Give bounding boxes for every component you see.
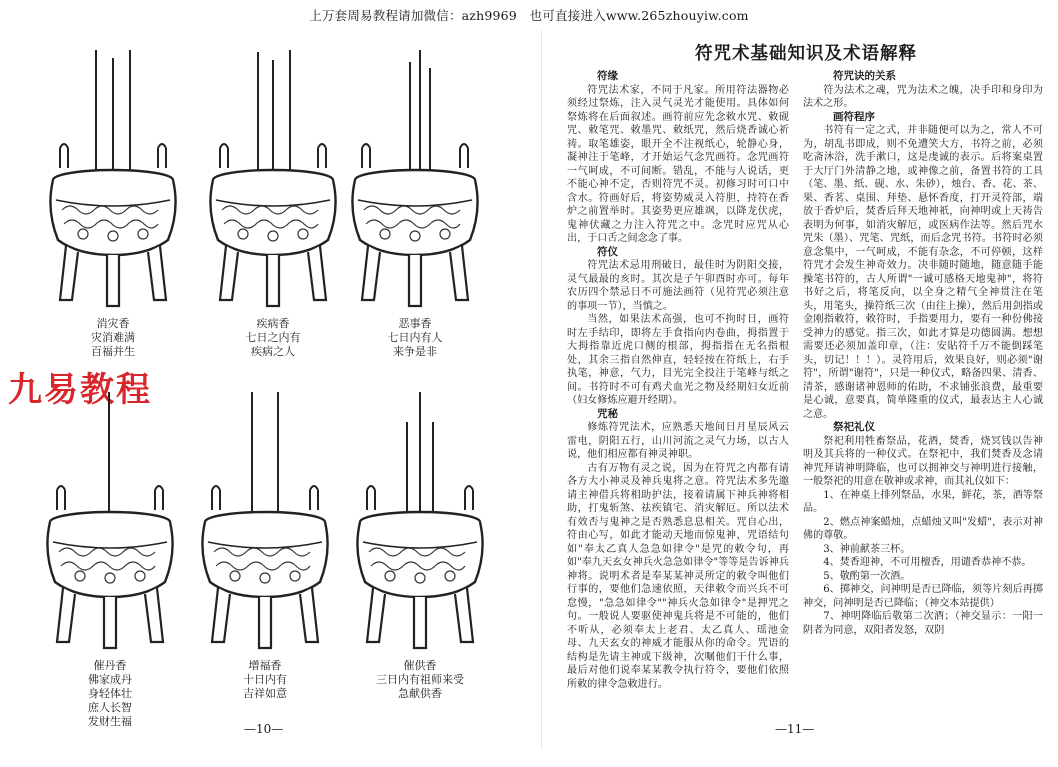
incense-cell-5 — [190, 392, 340, 701]
incense-cell-4 — [35, 392, 185, 729]
section-heading: 画符程序 — [833, 110, 875, 123]
section-heading: 祭祀礼仪 — [833, 421, 875, 433]
paragraph: 符咒法术忌用刑破日，最佳时为阴阳交接，灵气最最的亥时。其次是子午卯酉时亦可。每年农历四个禁忌日不可施法画符（见符咒必须注意的事项一节），当慎之。 — [567, 260, 789, 312]
incense-urn-icon — [340, 50, 490, 315]
section-heading: 符咒诀的关系 — [833, 70, 896, 82]
paragraph: 当然，如果法术高强，也可不拘时日，画符时左手结印，即将左手食指向内卷曲，拇指置于大拇指靠近虎口侧的根部，拇指指在无名指根处，其余三指自然伸直，轻轻按在符纸上，右手执笔，神意，气力，目光完全投注于笔峰与纸之间。书符时不可有鸡犬血光之物及经期妇女近前（妇女修炼应避开经期）。 — [567, 314, 789, 406]
incense-caption: 恶事香 七日内有人 来争是非 — [387, 317, 443, 358]
incense-caption: 增福香 十日内有 吉祥如意 — [243, 659, 287, 700]
section-heading: 咒秘 — [597, 407, 618, 420]
incense-urn-icon — [35, 392, 185, 657]
section-heading: 符缘 — [597, 70, 618, 82]
page-number-left: —10— — [244, 722, 284, 736]
incense-urn-icon — [38, 50, 188, 315]
incense-caption: 催丹香 佛家成丹 身轻体壮 庶人长智 发财生福 — [88, 659, 132, 728]
incense-cell-1 — [38, 50, 188, 359]
list-item: 6、掷神交，问神明是否已降临，须等片刻后再掷神交，问神明是否已降临；（神交本站提供） — [803, 584, 1043, 609]
incense-cell-3 — [340, 50, 490, 359]
incense-urn-icon — [345, 392, 495, 657]
top-banner: 上万套周易教程请加微信：azh9969 也可直接进入www.265zhouyiw.com — [309, 8, 749, 23]
list-item: 2、燃点神案蜡烛，点蜡烛又叫"发蜡"，表示对神佛的尊敬。 — [803, 516, 1043, 541]
text-column-right — [803, 70, 1043, 637]
incense-urn-icon — [190, 392, 340, 657]
text-column-left — [567, 70, 789, 691]
paragraph: 符为法术之魂，咒为法术之魄，决手印和身印为法术之形。 — [803, 84, 1043, 109]
page-title: 符咒术基础知识及术语解释 — [695, 44, 917, 64]
incense-caption: 催供香 三日内有祖师来受 急献供香 — [376, 659, 464, 700]
watermark-logo: 九易教程 — [8, 370, 152, 410]
page-gutter — [541, 30, 542, 750]
incense-caption: 疾病香 七日之内有 疾病之人 — [245, 317, 301, 358]
right-page — [545, 0, 1058, 767]
incense-cell-6 — [345, 392, 495, 701]
paragraph: 书符有一定之式，并非随便可以为之，常人不可为，胡乱书即成，则不免遭笑大方，书符之前，必须吃斋沐浴，洗手漱口，这是虔诚的表示。后将案桌置于大厅门外清静之地，或神像之前，备置书符的工具（笔、墨、纸、砚、水、朱砂），烛台、香、花、茶、果、香茗、桌围、拜垫、悬怀香度，打开灵符部，端放于香炉后，焚香后拜天地神祇，向神明或上天祷告表明为何事，如消灾解厄，或医病作法等。然后咒水咒朱（墨）、咒笔、咒纸，而后念咒书符。书符时必须意念集中，一气呵成，不能有杂念，不可停顿，这样符咒才会发生神奇效力。决非随时随地，随意随手能操笔书符的，古人所谓"一诚可感格天地鬼神"，将符书好之后，将笔反向，以全身之精气全神贯注在笔头，用笔头，操符纸三次（由往上操），然后用剑指或金刚指敕符，敕符时，手指要用力，要有一种份佛接受神力的感觉。指三次，如此才算是功德圆满。想想需要还必须加盖印章，（注：安貼符千万不能倒踩笔头，切记！！！）。灵符用后，效果良好，则必须"谢符"，所谓"谢符"，只是一种仪式，略备四果、清香、清茶，感谢诸神恩师的佑助，不求铺张浪费，最重要是心诚，意要真，简单隆重的仪式，最表达主人心诚之意。 — [803, 125, 1043, 420]
incense-urn-icon — [198, 50, 348, 315]
paragraph: 古有万物有灵之说，因为在符咒之内都有请各方大小神灵及神兵鬼将之意。符咒法术多先邀请主神借兵将相助护法，接着请属下神兵神将相助，打鬼斩煞、祛疾镇宅、消灾解厄。所以法术有效否与鬼神之是否熟悉息息相关。咒自心出，符由心写，如此才能动天地而惊鬼神，咒语结句如"奉太乙真人急急如律令"是咒的敕令句，再如"奉九天玄女神兵火急急如律令"等等是告诉神兵神将。说明术者是奉某某神灵所定的敕令叫他们行事的，要他们急速依照，天律敕令而兴兵不可怠慢，"急急如律令""神兵火急如律令"是押咒之句。一般说人要驱使神鬼兵将是不可能的，他们不听从，必须奉太上老君、太乙真人、瑶池金母、九天玄女的神威才能服从你的命令。咒语的结构是先请主神或下级神，次嘱他们干什么事，最后对他们说奉某某教令执行符令，要他们依照所敕的律令急敕进行。 — [567, 462, 789, 690]
list-item: 5、敬酌第一次酒。 — [823, 570, 911, 582]
section-heading: 符仪 — [597, 245, 618, 258]
list-item: 1、在神桌上排列祭品，水果，鲜花，茶，酒等祭品。 — [803, 489, 1043, 514]
paragraph: 符咒法术家，不同于凡家。所用符法器物必须经过祭炼，注入灵气灵光才能使用。具体如何祭炼将在后面叙述。画符前应先念敕水咒、敕砚咒、敕笔咒、敕墨咒、敕纸咒，然后烧香诚心祈祷。取笔雄姿，眼开全不注视纸心，轮静心身，凝神注于笔峰，才开始运气念咒画符。念咒画符一气呵成，不可间断。错乱，不能与人说话，更不能心神不定，否则符咒不灵。初修习时可口中含水。符画好后，将姿势威灵入符胆，持符在香炉之前置举时。其姿势更应雄飒，以降龙伏虎，鬼神伏藏之力注入符咒之中。念咒时应咒从心出，于口舌之间念念了事。 — [567, 84, 789, 244]
list-item: 4、焚香迎神，不可用檀香，用谴香恭神不恭。 — [823, 557, 1032, 568]
list-item: 7、神明降临后敬第二次酒；（神交显示：一阳一阴者为同意，双阳者发怒，双阴 — [803, 611, 1043, 636]
paragraph: 祭祀利用牲畜祭品，花酒，焚香，烧冥钱以告神明及其兵将的一种仪式。在祭祀中，我们焚香及念请神咒拜请神明降临，也可以拥神交与神明进行接触，一般祭祀的用意在敬神或求神，而其礼仪如下： — [803, 435, 1043, 487]
incense-cell-2 — [198, 50, 348, 359]
list-item: 3、神前献茶三杯。 — [823, 543, 911, 555]
paragraph: 修炼符咒法术，应熟悉天地间日月星辰风云雷电，阴阳五行，山川河流之灵气力场，以古人说，他们相应都有神灵神职。 — [567, 422, 789, 460]
incense-caption: 消灾香 灾消难满 百福并生 — [91, 317, 135, 358]
page-number-right: —11— — [775, 722, 815, 736]
